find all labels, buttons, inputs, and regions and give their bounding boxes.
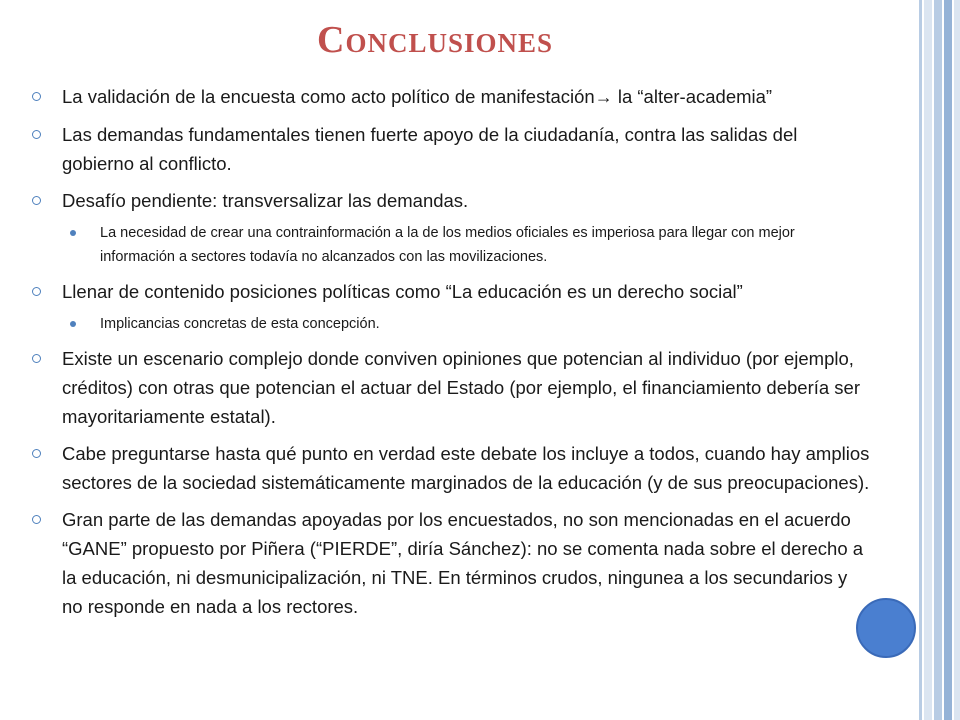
bullet-text: Cabe preguntarse hasta qué punto en verdad este debate los incluye a todos, cuando hay amplios sectores de la sociedad sistemáticamente marginados de la educación (y de sus preocupaciones). — [62, 443, 870, 493]
bullet-text: La validación de la encuesta como acto político de manifestación — [62, 86, 595, 107]
bullet-item — [30, 505, 870, 621]
hollow-circle-bullet-icon — [32, 354, 41, 363]
bullet-item — [30, 82, 870, 112]
stripe — [919, 0, 922, 720]
bullet-item — [30, 344, 870, 431]
sub-bullet-text: Implicancias concretas de esta concepción. — [100, 316, 380, 332]
stripe — [954, 0, 960, 720]
filled-circle-bullet-icon — [70, 321, 76, 327]
hollow-circle-bullet-icon — [32, 449, 41, 458]
stripe — [934, 0, 942, 720]
right-arrow-icon: → — [594, 87, 613, 107]
filled-circle-bullet-icon — [70, 230, 76, 236]
hollow-circle-bullet-icon — [32, 196, 41, 205]
hollow-circle-bullet-icon — [32, 515, 41, 524]
stripe — [944, 0, 952, 720]
stripe — [924, 0, 932, 720]
hollow-circle-bullet-icon — [32, 287, 41, 296]
hollow-circle-bullet-icon — [32, 92, 41, 101]
bullet-text: Existe un escenario complejo donde conviven opiniones que potencian al individuo (por ejemplo, créditos) con otras que potencian el actuar del Estado (por ejemplo, el financiamiento debería ser mayoritariamente estatal). — [62, 348, 861, 427]
hollow-circle-bullet-icon — [32, 130, 41, 139]
bullet-item — [30, 277, 870, 306]
sub-bullet-item — [30, 221, 870, 269]
bullet-text: Las demandas fundamentales tienen fuerte apoyo de la ciudadanía, contra las salidas del gobierno al conflicto. — [62, 124, 798, 174]
bullet-text: Llenar de contenido posiciones políticas como “La educación es un derecho social” — [62, 281, 743, 302]
bullet-list — [30, 82, 870, 629]
bullet-item — [30, 439, 870, 497]
bullet-text: la “alter-academia” — [612, 86, 773, 107]
decorative-circle — [856, 598, 916, 658]
bullet-item — [30, 120, 870, 178]
sub-bullet-item — [30, 312, 870, 336]
bullet-text: Desafío pendiente: transversalizar las demandas. — [62, 190, 469, 211]
decorative-stripes — [916, 0, 960, 720]
slide-title: Conclusiones — [317, 19, 553, 61]
sub-bullet-text: La necesidad de crear una contrainformación a la de los medios oficiales es imperiosa para llegar con mejor información a sectores todavía no alcanzados con las movilizaciones. — [100, 225, 795, 265]
bullet-item — [30, 186, 870, 215]
bullet-text: Gran parte de las demandas apoyadas por los encuestados, no son mencionadas en el acuerdo “GANE” propuesto por Piñera (“PIERDE”, diría Sánchez): no se comenta nada sobre el derecho a la educación, ni desmunicipalización, ni TNE. En términos crudos, ningunea a los secundarios y no responde en nada a los rectores. — [62, 509, 864, 617]
